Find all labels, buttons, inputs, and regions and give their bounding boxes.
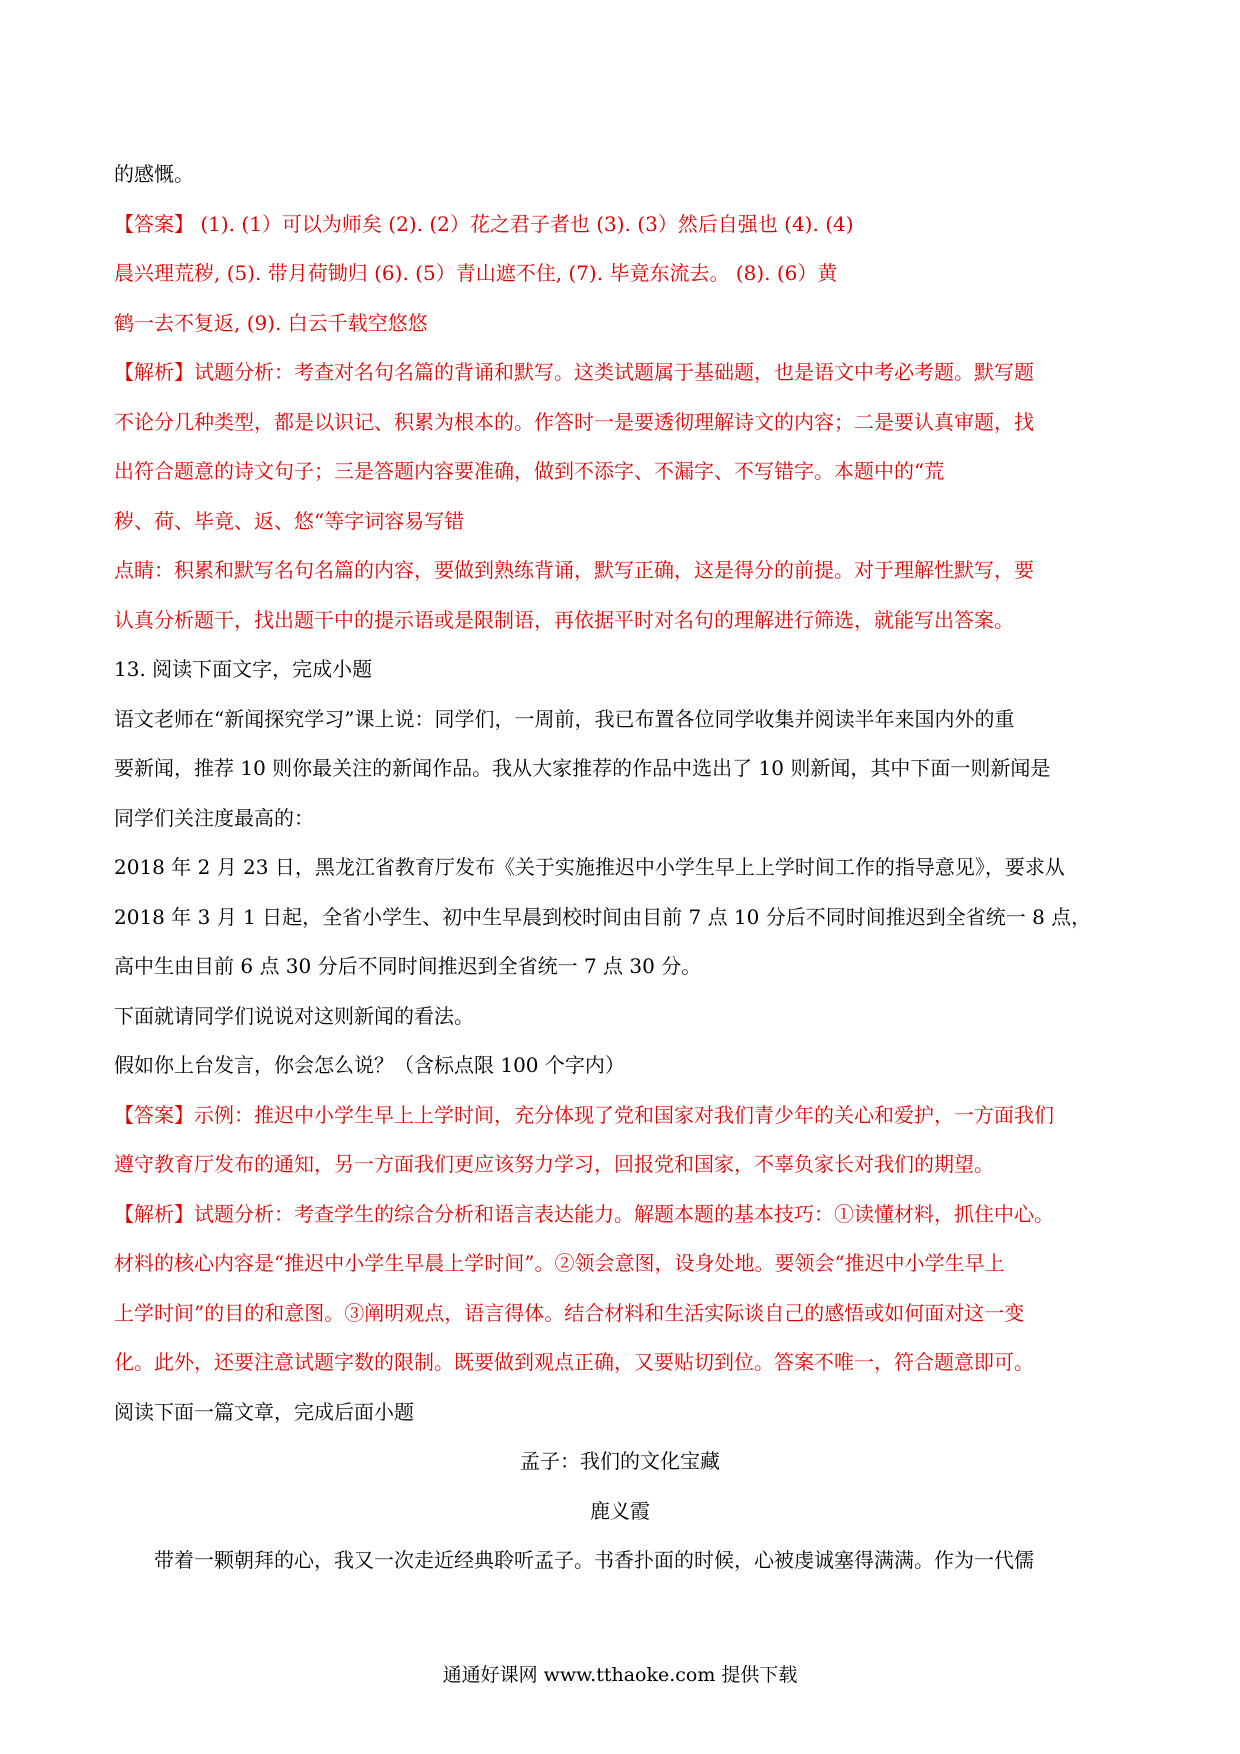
- text-line: 13. 阅读下面文字，完成小题: [114, 657, 373, 681]
- text-line: 同学们关注度最高的：: [114, 805, 314, 830]
- text-line: 晨兴理荒秽, (5). 带月荷锄归 (6). (5）青山遮不住, (7). 毕竟东流去。 (8). (6）黄: [114, 261, 838, 285]
- text-line: 阅读下面一篇文章，完成后面小题: [114, 1399, 414, 1424]
- text-line: 化。此外，还要注意试题字数的限制。既要做到观点正确，又要贴切到位。答案不唯一，符合题意即可。: [114, 1350, 1034, 1374]
- text-line: 【解析】试题分析：考查对名句名篇的背诵和默写。这类试题属于基础题，也是语文中考必考题。默写题: [114, 360, 1034, 384]
- text-line: 高中生由目前 6 点 30 分后不同时间推迟到全省统一 7 点 30 分。: [114, 954, 702, 978]
- text-line: 带着一颗朝拜的心，我又一次走近经典聆听孟子。书香扑面的时候，心被虔诚塞得满满。作为一代儒: [154, 1548, 1034, 1572]
- text-line: 出符合题意的诗文句子；三是答题内容要准确，做到不添字、不漏字、不写错字。本题中的“荒: [114, 459, 945, 483]
- text-line: 2018 年 2 月 23 日，黑龙江省教育厅发布《关于实施推迟中小学生早上上学时间工作的指导意见》，要求从: [114, 855, 1065, 879]
- text-line: 【解析】试题分析：考查学生的综合分析和语言表达能力。解题本题的基本技巧：①读懂材料，抓住中心。: [114, 1201, 1054, 1226]
- page-body: [114, 150, 1126, 1586]
- text-line: 假如你上台发言，你会怎么说？（含标点限 100 个字内）: [114, 1053, 625, 1077]
- text-line: 秽、荷、毕竟、返、悠“等字词容易写错: [114, 508, 465, 533]
- text-line: 鹿义霞: [590, 1498, 650, 1523]
- text-line: 鹤一去不复返, (9). 白云千载空悠悠: [114, 310, 428, 335]
- text-line: 点睛：积累和默写名句名篇的内容，要做到熟练背诵，默写正确，这是得分的前提。对于理解性默写，要: [114, 558, 1034, 582]
- text-line: 【答案】示例：推迟中小学生早上上学时间，充分体现了党和国家对我们青少年的关心和爱护，一方面我们: [114, 1102, 1054, 1127]
- text-line: 【答案】 (1). (1）可以为师矣 (2). (2）花之君子者也 (3). (3）然后自强也 (4). (4): [114, 211, 854, 236]
- text-line: 材料的核心内容是“推迟中小学生早晨上学时间”。②领会意图，设身处地。要领会“推迟中小学生早上: [114, 1251, 1005, 1275]
- text-line: 不论分几种类型，都是以识记、积累为根本的。作答时一是要透彻理解诗文的内容；二是要认真审题，找: [114, 409, 1034, 434]
- text-line: 上学时间”的目的和意图。③阐明观点，语言得体。结合材料和生活实际谈自己的感悟或如何面对这一变: [114, 1300, 1025, 1325]
- text-line: 孟子：我们的文化宝藏: [520, 1449, 720, 1473]
- text-line: 要新闻，推荐 10 则你最关注的新闻作品。我从大家推荐的作品中选出了 10 则新闻，其中下面一则新闻是: [114, 756, 1051, 780]
- text-line: 2018 年 3 月 1 日起，全省小学生、初中生早晨到校时间由目前 7 点 10 分后不同时间推迟到全省统一 8 点，: [114, 904, 1092, 929]
- text-line: 认真分析题干，找出题干中的提示语或是限制语，再依据平时对名句的理解进行筛选，就能写出答案。: [114, 607, 1014, 632]
- text-line: 下面就请同学们说说对这则新闻的看法。: [114, 1003, 474, 1028]
- text-line: 遵守教育厅发布的通知，另一方面我们更应该努力学习，回报党和国家，不辜负家长对我们的期望。: [114, 1152, 994, 1176]
- page-footer: 通通好课网 www.tthaoke.com 提供下载: [442, 1664, 798, 1686]
- text-line: 语文老师在“新闻探究学习”课上说：同学们，一周前，我已布置各位同学收集并阅读半年来国内外的重: [114, 706, 1015, 731]
- text-line: 的感慨。: [114, 162, 194, 186]
